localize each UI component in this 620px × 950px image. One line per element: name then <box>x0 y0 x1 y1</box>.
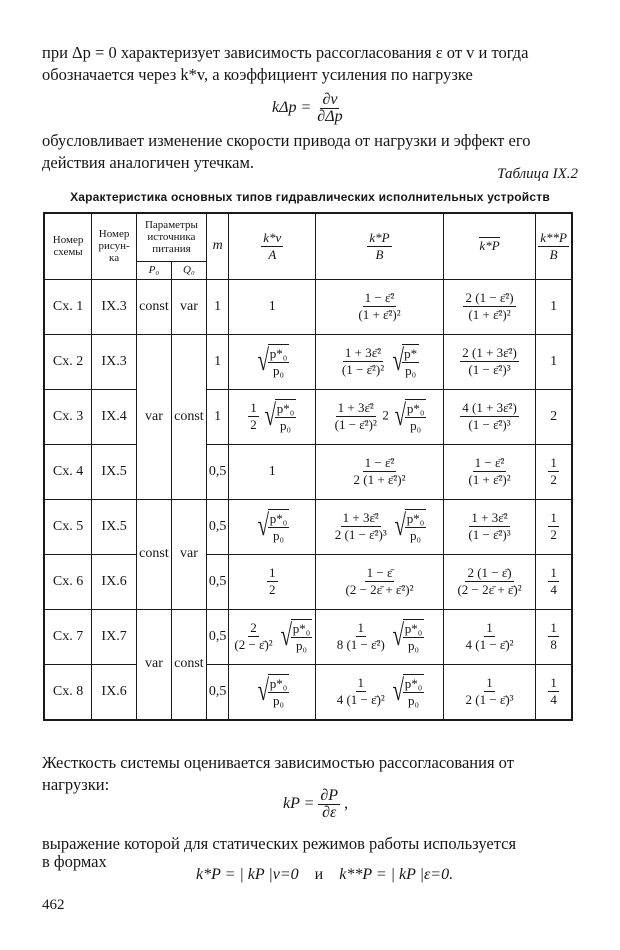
kp-num: 1 + 3ε̄² <box>342 510 379 525</box>
hdr-kv-den: A <box>268 246 277 262</box>
outro-line-4: в формах <box>42 852 107 871</box>
kv-rad-num: p*₀ <box>269 511 288 526</box>
cell-scheme: Сх. 8 <box>44 664 92 720</box>
kpp-den: 4 <box>550 692 557 707</box>
formula1-den: ∂Δp <box>317 108 343 125</box>
outro-line-3: выражение которой для статических режимов работы используется <box>42 834 517 853</box>
cell-kp <box>316 389 444 444</box>
sqrt-icon: √ $\frac{\text{p*₀}}{\text{p₀}}$ <box>257 344 288 378</box>
formula3-b: k**P = | kP |ε=0. <box>339 866 454 883</box>
cell-kv <box>229 664 316 720</box>
kp-rad-den: p₀ <box>409 528 422 543</box>
cell-kp <box>316 334 444 389</box>
kp-num: 1 <box>357 620 364 635</box>
kp-mult: 2 <box>382 407 389 423</box>
kp-den: 2 (1 − ε̄²)³ <box>334 527 387 542</box>
formula1-lhs: kΔp = <box>272 99 312 117</box>
kp-den: 4 (1 − ε̄)² <box>336 692 385 707</box>
kpb-num: 1 <box>486 675 493 690</box>
cell-kp <box>316 279 444 334</box>
cell-p0-merged: const <box>136 499 171 609</box>
kv-den: 2 <box>269 582 276 597</box>
kp-den: 8 (1 − ε̄²) <box>336 637 385 652</box>
cell-kpb <box>443 554 535 609</box>
kpb-num: 2 (1 − ε̄) <box>467 565 512 580</box>
sqrt-icon: √ $\frac{\text{p*₀}}{\text{p₀}}$ <box>264 399 295 433</box>
kp-rad-num: p*₀ <box>406 511 425 526</box>
kpb-num: 1 + 3ε̄² <box>471 510 508 525</box>
cell-m: 1 <box>206 279 229 334</box>
cell-figure: IX.3 <box>92 334 137 389</box>
formula-static-modes <box>196 866 453 884</box>
kp-rad-num: p* <box>404 346 418 361</box>
kpb-den: (1 + ε̄²)² <box>468 307 511 322</box>
formula2-tail: , <box>344 795 349 813</box>
outro-line-2: нагрузки: <box>42 775 110 794</box>
kv-pre-den: 2 <box>250 417 257 432</box>
kv-rad-den: p₀ <box>273 693 285 708</box>
sqrt-icon: √ $\frac{\text{p*₀}}{\text{p₀}}$ <box>394 509 425 543</box>
formula3-a: k*P = | kP |v=0 <box>196 866 299 883</box>
hdr-kp-num: k*P <box>369 229 390 245</box>
cell-kpp <box>536 609 572 664</box>
header-row-1 <box>44 213 572 261</box>
table-row <box>44 334 572 389</box>
cell-scheme: Сх. 1 <box>44 279 92 334</box>
kp-rad-num: p*₀ <box>404 676 423 691</box>
cell-kv <box>229 554 316 609</box>
cell-p0-merged: var <box>136 609 171 720</box>
cell-kpp: 1 <box>536 279 572 334</box>
sqrt-icon: √ $\frac{\text{p*₀}}{\text{p₀}}$ <box>280 619 311 653</box>
kv-rad-den: p₀ <box>273 363 285 378</box>
hdr-kpp-den: B <box>549 246 558 262</box>
formula2-lhs: kP = <box>283 795 315 813</box>
cell-figure: IX.5 <box>92 499 137 554</box>
kp-rad-den: p₀ <box>408 693 420 708</box>
kpb-den: (1 + ε̄²)² <box>468 472 511 487</box>
kpb-den: (2 − 2ε̄ + ε̄)² <box>457 582 522 597</box>
kpp-den: 2 <box>550 527 557 542</box>
table-caption: Таблица IX.2 <box>497 166 578 182</box>
cell-scheme: Сх. 5 <box>44 499 92 554</box>
hydraulic-types-table <box>43 212 573 721</box>
cell-kpp <box>536 554 572 609</box>
sqrt-icon: √ $\frac{\text{p*₀}}{\text{p₀}}$ <box>392 619 423 653</box>
kv-rad-num: p*₀ <box>276 401 295 416</box>
cell-kpp: 1 <box>536 334 572 389</box>
cell-kpp <box>536 444 572 499</box>
kp-rad-den: p₀ <box>408 638 420 653</box>
kp-rad-num: p*₀ <box>404 621 423 636</box>
formula-k-delta-p <box>272 92 345 125</box>
cell-kp <box>316 499 444 554</box>
kv-rad-den: p₀ <box>280 418 292 433</box>
cell-m: 1 <box>206 334 229 389</box>
sqrt-icon: √ $\frac{\text{p*₀}}{\text{p₀}}$ <box>257 674 288 708</box>
kpp-num: 1 <box>550 455 557 470</box>
cell-scheme: Сх. 6 <box>44 554 92 609</box>
formula1-fraction <box>315 92 344 125</box>
cell-q0-merged: const <box>171 334 206 499</box>
kv-pre-num: 2 <box>250 620 257 635</box>
cell-kpb <box>443 334 535 389</box>
formula1-num: ∂v <box>322 91 338 108</box>
cell-kpb <box>443 499 535 554</box>
table-row <box>44 554 572 609</box>
kp-den: (1 − ε̄²)² <box>341 362 385 377</box>
table-row <box>44 499 572 554</box>
cell-m: 0,5 <box>206 554 229 609</box>
kv-rad-den: p₀ <box>273 528 285 543</box>
cell-kpb <box>443 664 535 720</box>
cell-scheme: Сх. 2 <box>44 334 92 389</box>
formula2-num: ∂P <box>320 787 339 804</box>
sqrt-icon: √ $\frac{\text{p*₀}}{\text{p₀}}$ <box>394 399 425 433</box>
kv-rad-num: p*₀ <box>292 621 311 636</box>
cell-kpp <box>536 664 572 720</box>
cell-kpp <box>536 499 572 554</box>
cell-kpp: 2 <box>536 389 572 444</box>
cell-kpb <box>443 279 535 334</box>
cell-figure: IX.3 <box>92 279 137 334</box>
cell-kpb <box>443 609 535 664</box>
kpb-den: 4 (1 − ε̄)² <box>465 637 514 652</box>
cell-kv <box>229 334 316 389</box>
cell-figure: IX.5 <box>92 444 137 499</box>
intro-line-1: при Δp = 0 характеризует зависимость рассогласования ε от v и тогда <box>42 43 529 62</box>
cell-q0: var <box>171 279 206 334</box>
table-row <box>44 609 572 664</box>
table-row <box>44 389 572 444</box>
kp-rad-num: p*₀ <box>406 401 425 416</box>
outro-line-1: Жесткость системы оценивается зависимостью рассогласования от <box>42 753 514 772</box>
hdr-q0: Q₀ <box>171 261 206 279</box>
kp-num: 1 − ε̄ <box>366 565 393 580</box>
cell-kv <box>229 609 316 664</box>
hdr-figure: Номер рисун-ка <box>92 213 137 279</box>
cell-kpb <box>443 444 535 499</box>
sqrt-icon: √ $\frac{p*}{\text{p₀}}$ <box>392 344 418 378</box>
hdr-scheme: Номер схемы <box>44 213 92 279</box>
kpp-num: 1 <box>550 675 557 690</box>
cell-figure: IX.6 <box>92 664 137 720</box>
hdr-params: Параметры источника питания <box>136 213 206 261</box>
kpb-num: 2 (1 + 3ε̄²) <box>462 345 517 360</box>
kpp-den: 4 <box>550 582 557 597</box>
kpb-den: 2 (1 − ε̄)³ <box>465 692 514 707</box>
formula2-den: ∂ε <box>322 804 337 821</box>
cell-m: 0,5 <box>206 444 229 499</box>
cell-scheme: Сх. 3 <box>44 389 92 444</box>
cell-m: 0,5 <box>206 609 229 664</box>
kv-num: 1 <box>269 565 276 580</box>
intro-line-4: действия аналогичен утечкам. <box>42 153 255 172</box>
kpp-den: 2 <box>550 472 557 487</box>
sqrt-icon: √ $\frac{\text{p*₀}}{\text{p₀}}$ <box>392 674 423 708</box>
kp-num: 1 + 3ε̄² <box>344 345 382 360</box>
table-row <box>44 279 572 334</box>
kpb-num: 4 (1 + 3ε̄²) <box>462 400 517 415</box>
hdr-kp <box>316 213 444 279</box>
hdr-kp-bar <box>443 213 535 279</box>
cell-kpb <box>443 389 535 444</box>
kp-den: (1 + ε̄²)² <box>358 307 401 322</box>
formula3-and: и <box>314 866 324 883</box>
cell-figure: IX.7 <box>92 609 137 664</box>
kp-den: 2 (1 + ε̄²)² <box>353 472 406 487</box>
cell-m: 0,5 <box>206 499 229 554</box>
kpb-den: (1 − ε̄²)³ <box>468 527 511 542</box>
kv-rad-den: p₀ <box>295 638 307 653</box>
cell-q0-merged: const <box>171 609 206 720</box>
cell-kp <box>316 444 444 499</box>
cell-m: 1 <box>206 389 229 444</box>
cell-kp <box>316 609 444 664</box>
cell-scheme: Сх. 7 <box>44 609 92 664</box>
hdr-kp-den: B <box>375 246 384 262</box>
cell-figure: IX.4 <box>92 389 137 444</box>
kp-rad-den: p₀ <box>410 418 422 433</box>
kp-num: 1 + 3ε̄² <box>337 400 374 415</box>
formula-kp <box>283 788 348 821</box>
sqrt-icon: √ $\frac{\text{p*₀}}{\text{p₀}}$ <box>257 509 288 543</box>
cell-scheme: Сх. 4 <box>44 444 92 499</box>
table-title: Характеристика основных типов гидравлических исполнительных устройств <box>70 190 550 204</box>
kpp-num: 1 <box>550 620 557 635</box>
hdr-kp-bar-text: k*P <box>479 237 500 253</box>
cell-kv <box>229 389 316 444</box>
kv-pre-num: 1 <box>250 400 257 415</box>
kpp-num: 1 <box>550 565 557 580</box>
cell-kp <box>316 664 444 720</box>
intro-line-2: обозначается через k*v, а коэффициент усиления по нагрузке <box>42 65 473 84</box>
kv-rad-num: p*₀ <box>269 676 288 691</box>
cell-kv <box>229 499 316 554</box>
cell-q0-merged: var <box>171 499 206 609</box>
page-number: 462 <box>42 897 65 913</box>
kpp-den: 8 <box>550 637 557 652</box>
hdr-p0: P₀ <box>136 261 171 279</box>
kv-pre-den: (2 − ε̄)² <box>234 637 273 652</box>
kpb-den: (1 − ε̄²)³ <box>468 362 511 377</box>
cell-figure: IX.6 <box>92 554 137 609</box>
cell-kv: 1 <box>229 279 316 334</box>
kpb-num: 2 (1 − ε̄²) <box>465 290 514 305</box>
hdr-kpp-num: k**P <box>540 229 567 245</box>
kp-num: 1 − ε̄² <box>364 290 395 305</box>
table-row <box>44 444 572 499</box>
hdr-m: m <box>206 213 229 279</box>
hdr-kpp <box>536 213 572 279</box>
cell-m: 0,5 <box>206 664 229 720</box>
kpp-num: 1 <box>550 510 557 525</box>
kpb-num: 1 <box>486 620 493 635</box>
kp-rad-den: p₀ <box>405 363 417 378</box>
cell-p0: const <box>136 279 171 334</box>
kpb-den: (1 − ε̄²)³ <box>468 417 511 432</box>
cell-kp <box>316 554 444 609</box>
kp-num: 1 − ε̄² <box>364 455 395 470</box>
kp-den: (1 − ε̄²)² <box>334 417 377 432</box>
cell-kv: 1 <box>229 444 316 499</box>
kv-rad-num: p*₀ <box>269 346 288 361</box>
intro-line-3: обусловливает изменение скорости привода от нагрузки и эффект его <box>42 131 531 150</box>
hdr-kv-num: k*v <box>263 229 282 245</box>
table-row <box>44 664 572 720</box>
kpb-num: 1 − ε̄² <box>474 455 505 470</box>
cell-p0-merged: var <box>136 334 171 499</box>
kp-den: (2 − 2ε̄ + ε̄²)² <box>345 582 414 597</box>
hdr-kv <box>229 213 316 279</box>
kp-num: 1 <box>357 675 364 690</box>
